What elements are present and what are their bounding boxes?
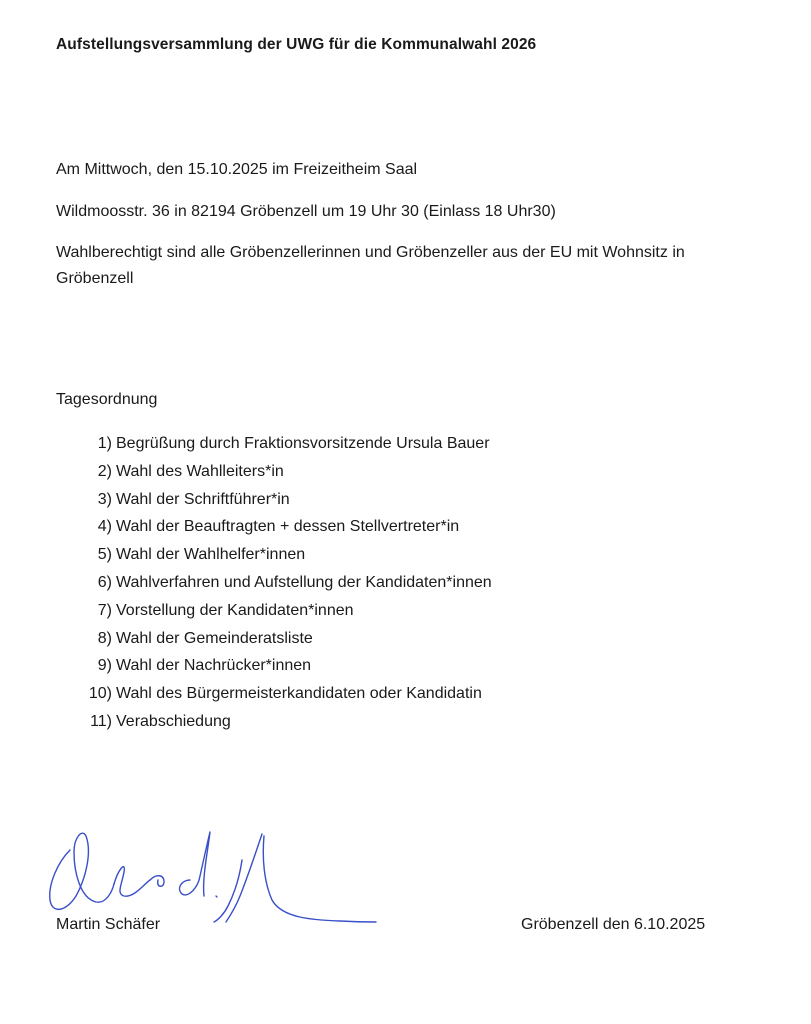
- event-address-time: Wildmoosstr. 36 in 82194 Gröbenzell um 19 Uhr 30 (Einlass 18 Uhr30): [56, 203, 556, 220]
- agenda-item-text: Wahl der Beauftragten + dessen Stellvertreter*in: [116, 518, 460, 536]
- signer-name: Martin Schäfer: [56, 916, 161, 933]
- agenda-item-number: 1): [97, 435, 112, 452]
- agenda-item-number: 4): [97, 518, 112, 536]
- agenda-item-number: 2): [97, 462, 112, 480]
- agenda-item-number: 5): [97, 546, 112, 564]
- document-title: Aufstellungsversammlung der UWG für die Kommunalwahl 2026: [56, 36, 537, 53]
- agenda-item-text: Wahl der Wahlhelfer*innen: [116, 546, 306, 564]
- place-and-date: Gröbenzell den 6.10.2025: [521, 916, 706, 933]
- agenda-item-text: Verabschiedung: [116, 712, 231, 730]
- agenda-item-text: Begrüßung durch Fraktionsvorsitzende Ursula Bauer: [116, 435, 490, 452]
- event-date-location: Am Mittwoch, den 15.10.2025 im Freizeitheim Saal: [56, 161, 418, 178]
- agenda-item-number: 9): [97, 657, 112, 675]
- agenda-item-text: Wahl der Gemeinderatsliste: [116, 629, 313, 647]
- agenda-item-number: 6): [97, 573, 112, 591]
- agenda-item-number: 10): [88, 685, 112, 703]
- agenda-item-text: Vorstellung der Kandidaten*innen: [116, 601, 354, 619]
- agenda-item-text: Wahl des Bürgermeisterkandidaten oder Kandidatin: [116, 685, 482, 703]
- agenda-item-number: 7): [97, 601, 112, 619]
- eligibility-text: Wahlberechtigt sind alle Gröbenzellerinnen und Gröbenzeller aus der EU mit Wohnsitz in Gröbenzell: [56, 244, 685, 287]
- agenda-item-text: Wahl der Nachrücker*innen: [116, 657, 312, 675]
- agenda-item-text: Wahl der Schriftführer*in: [116, 490, 290, 508]
- agenda-item-number: 3): [97, 490, 112, 508]
- agenda-item-text: Wahlverfahren und Aufstellung der Kandidaten*innen: [116, 573, 492, 591]
- agenda-item-number: 8): [97, 629, 112, 647]
- agenda-item-text: Wahl des Wahlleiters*in: [116, 462, 284, 480]
- agenda-heading: Tagesordnung: [56, 391, 158, 408]
- agenda-item-number: 11): [90, 712, 112, 730]
